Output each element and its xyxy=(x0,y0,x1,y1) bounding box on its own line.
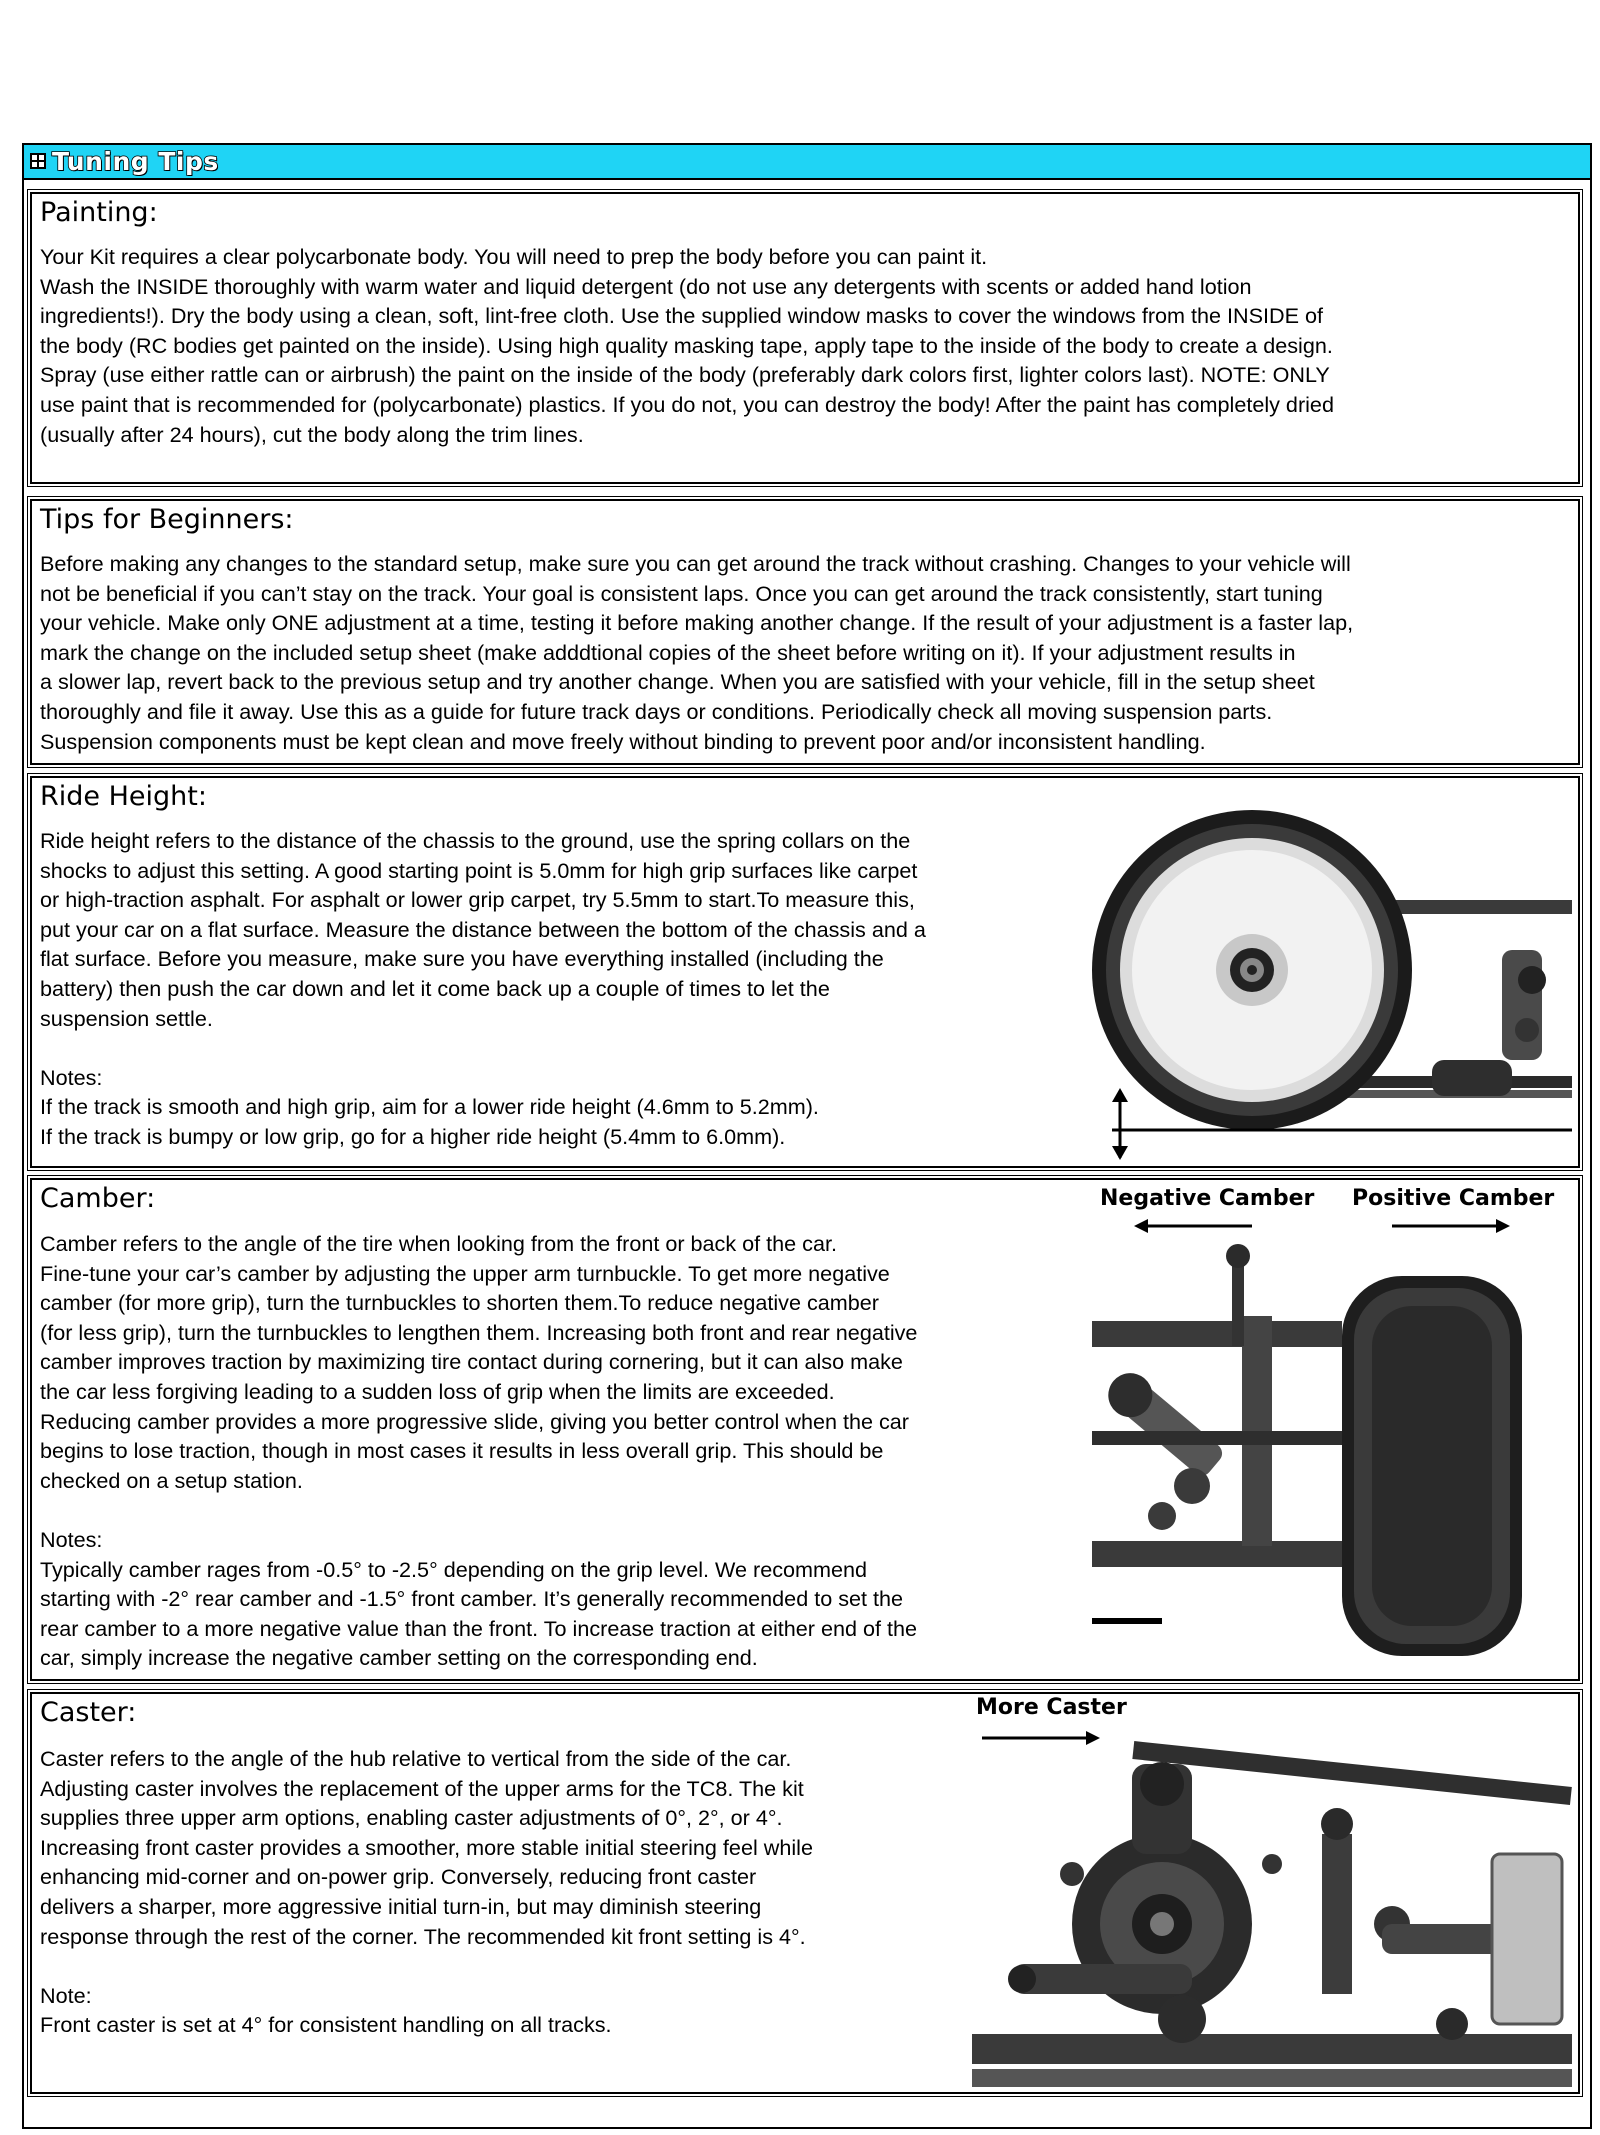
ride-height-text: Ride height refers to the distance of the chassis to the ground, use the spring collars on the shocks to adjust this setting. A good starting point is 5.0mm for high grip surfaces like carpet or high-traction asphalt. For asphalt or lower grip carpet, try 5.5mm to start.To measure this, put your car on a flat surface. Measure the distance between the bottom of the chassis and a flat surface. Before you measure, make sure you have everything installed (including the battery) then push the car down and let it come back up a couple of times to let the suspension settle. Notes: If the track is smooth and high grip, aim for a lower ride height (4.6mm to 5.2mm). If the track is bumpy or low grip, go for a higher ride height (5.4mm to 6.0mm). xyxy=(40,828,926,1149)
beginners-text: Before making any changes to the standard setup, make sure you can get around the track without crashing. Changes to your vehicle will not be beneficial if you can’t stay on the track. Your goal is consistent laps. Once you can get around the track consistently, start tuning your vehicle. Make only ONE adjustment at a time, testing it before making another change. If the result of your adjustment is a faster lap, mark the change on the included setup sheet (make adddtional copies of the sheet before writing on it). If your adjustment results in a slower lap, revert back to the previous setup and try another change. When you are satisfied with your vehicle, fill in the setup sheet thoroughly and file it away. Use this as a guide for future track days or conditions. Periodically check all moving suspension parts. Suspension components must be kept clean and move freely without binding to prevent poor and/or inconsistent handling. xyxy=(40,551,1354,754)
painting-text: Your Kit requires a clear polycarbonate body. You will need to prep the body before you can paint it. Wash the INSIDE thoroughly with warm water and liquid detergent (do not use any detergents with scents or added hand lotion ingredients!). Dry the body using a clean, soft, lint-free cloth. Use the supplied window masks to cover the windows from the INSIDE of the body (RC bodies get painted on the inside). Using high quality masking tape, apply tape to the inside of the body to create a design. Spray (use either rattle can or airbrush) the paint on the inside of the body (preferably dark colors first, lighter colors last). NOTE: ONLY use paint that is recommended for (polycarbonate) plastics. If you do not, you can destroy the body! After the paint has completely dried (usually after 24 hours), cut the body along the trim lines. xyxy=(40,244,1334,447)
negative-camber-label: Negative Camber xyxy=(1100,1186,1315,1211)
beginners-title: Tips for Beginners: xyxy=(40,504,294,535)
camber-title: Camber: xyxy=(40,1183,156,1214)
page-title: Tuning Tips xyxy=(52,147,219,176)
camber-section xyxy=(30,1178,1580,1681)
caster-illustration xyxy=(952,1724,1572,2094)
painting-title: Painting: xyxy=(40,197,158,228)
camber-illustration xyxy=(1092,1216,1572,1676)
caster-text: Caster refers to the angle of the hub relative to vertical from the side of the car. Adjusting caster involves the replacement of the upper arms for the TC8. The kit supplies three upper arm options, enabling caster adjustments of 0°, 2°, or 4°. Increasing front caster provides a smoother, more stable initial steering feel while enhancing mid-corner and on-power grip. Conversely, reducing front caster delivers a sharper, more aggressive initial turn-in, but may diminish steering response through the rest of the corner. The recommended kit front setting is 4°. Note: Front caster is set at 4° for consistent handling on all tracks. xyxy=(40,1746,813,2038)
ride-height-illustration xyxy=(1072,790,1572,1160)
positive-camber-label: Positive Camber xyxy=(1352,1186,1555,1211)
ride-height-section xyxy=(30,776,1580,1168)
painting-section xyxy=(30,192,1580,484)
header-bar xyxy=(22,143,1592,180)
caster-title: Caster: xyxy=(40,1697,137,1728)
grid-icon xyxy=(30,153,46,169)
ride-height-title: Ride Height: xyxy=(40,781,207,812)
beginners-section xyxy=(30,499,1580,765)
caster-section xyxy=(30,1692,1580,2094)
more-caster-label: More Caster xyxy=(976,1695,1127,1720)
camber-text: Camber refers to the angle of the tire when looking from the front or back of the car. Fine-tune your car’s camber by adjusting the upper arm turnbuckle. To get more negative camber (for more grip), turn the turnbuckles to shorten them.To reduce negative camber (for less grip), turn the turnbuckles to lengthen them. Increasing both front and rear negative camber improves traction by maximizing tire contact during cornering, but it can also make the car less forgiving leading to a sudden loss of grip when the limits are exceeded. Reducing camber provides a more progressive slide, giving you better control when the car begins to lose traction, though in most cases it results in less overall grip. This should be checked on a setup station. Notes: Typically camber rages from -0.5° to -2.5° depending on the grip level. We recommend starting with -2° rear camber and -1.5° front camber. It’s generally recommended to set the rear camber to a more negative value than the front. To increase traction at either end of the car, simply increase the negative camber setting on the corresponding end. xyxy=(40,1231,918,1671)
